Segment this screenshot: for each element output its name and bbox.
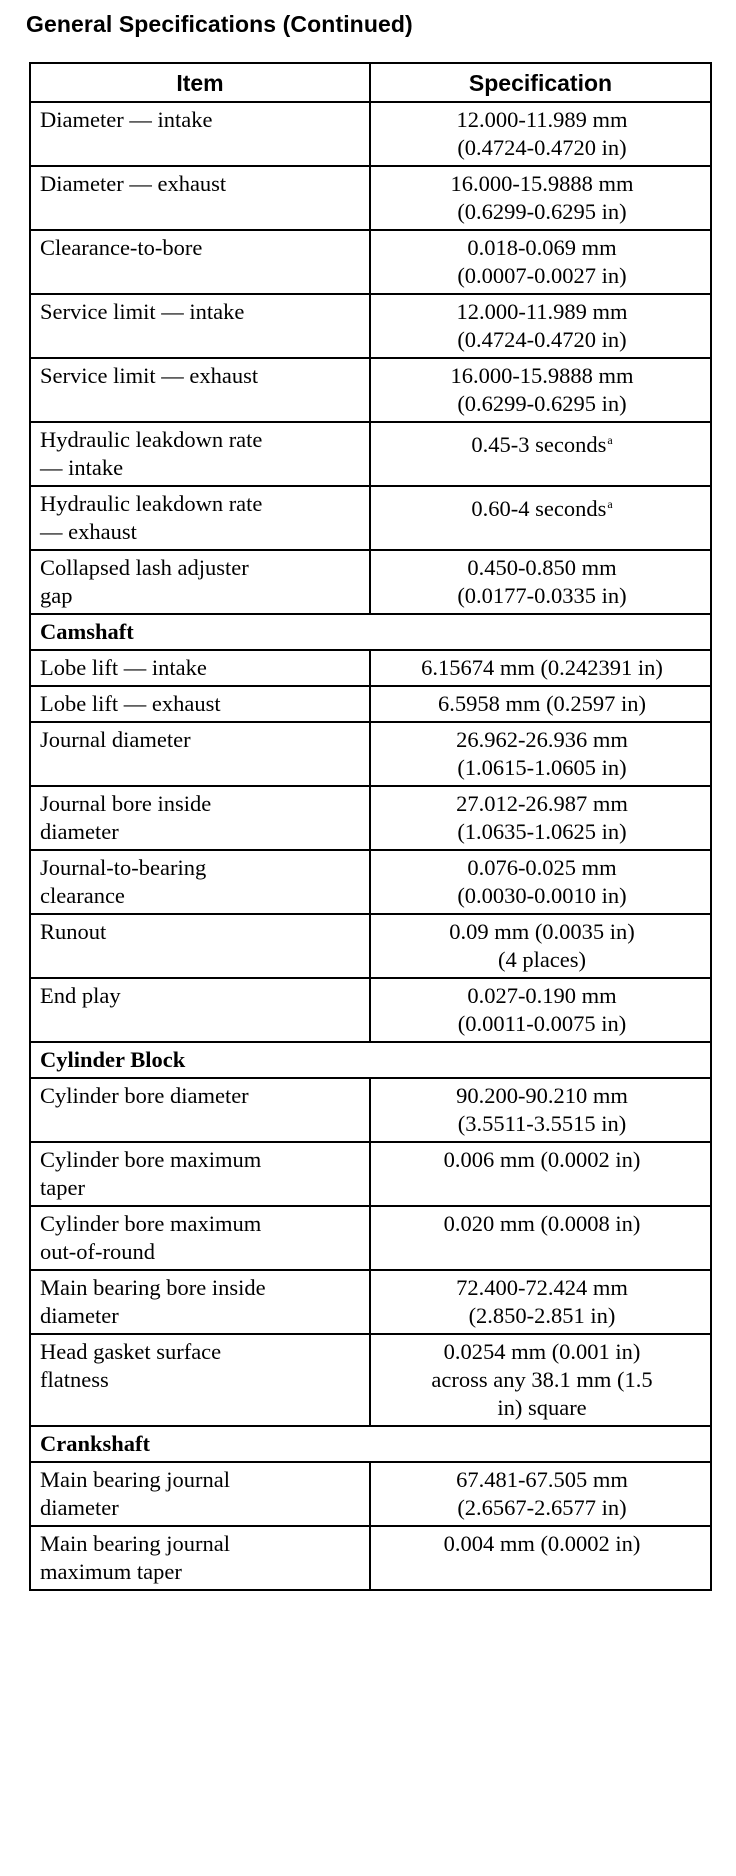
item-text: flatness (40, 1367, 109, 1392)
item-text: Hydraulic leakdown rate (40, 427, 263, 452)
specification-value: 6.15674 mm (0.242391 in) (421, 655, 663, 680)
item-cell (30, 102, 370, 166)
specification-text (380, 1110, 704, 1138)
specification-value: 0.027-0.190 mm (467, 983, 617, 1008)
table-row (30, 686, 711, 722)
item-text: Main bearing journal (40, 1467, 230, 1492)
specification-cell (370, 422, 711, 486)
table-row (30, 850, 711, 914)
specification-cell (370, 1206, 711, 1270)
specification-text (380, 790, 704, 818)
specification-value: (0.0177-0.0335 in) (457, 583, 627, 608)
specification-cell (370, 850, 711, 914)
specification-value: 6.5958 mm (0.2597 in) (437, 691, 647, 716)
specification-value: 67.481-67.505 mm (456, 1467, 628, 1492)
specification-value: 0.450-0.850 mm (467, 555, 617, 580)
specification-text (380, 106, 704, 134)
specification-value: 90.200-90.210 mm (456, 1083, 628, 1108)
specification-value: 27.012-26.987 mm (456, 791, 628, 816)
specification-text (380, 1010, 704, 1038)
table-row (30, 1334, 711, 1426)
item-cell (30, 1078, 370, 1142)
specification-cell (370, 1526, 711, 1590)
table-row (30, 722, 711, 786)
footnote-marker: a (607, 497, 613, 511)
specification-text (380, 1466, 704, 1494)
specification-text (380, 1366, 704, 1394)
specification-value: in) square (497, 1395, 587, 1420)
specification-value: 0.004 mm (0.0002 in) (443, 1531, 641, 1556)
table-row (30, 1206, 711, 1270)
item-text: clearance (40, 883, 125, 908)
specification-text (380, 1210, 704, 1238)
section-heading: Cylinder Block (30, 1042, 711, 1078)
table-row (30, 166, 711, 230)
item-text: gap (40, 583, 73, 608)
item-text: Head gasket surface (40, 1339, 222, 1364)
specification-cell (370, 1078, 711, 1142)
specification-value: 0.006 mm (0.0002 in) (443, 1147, 641, 1172)
table-header-row (30, 63, 711, 102)
item-text: Collapsed lash adjuster (40, 555, 249, 580)
item-cell (30, 850, 370, 914)
item-text: diameter (40, 1303, 119, 1328)
item-cell (30, 230, 370, 294)
table-row (30, 102, 711, 166)
specification-text (380, 298, 704, 326)
table-row (30, 230, 711, 294)
specification-value: 0.018-0.069 mm (467, 235, 617, 260)
item-cell (30, 550, 370, 614)
item-cell (30, 1270, 370, 1334)
specification-cell (370, 914, 711, 978)
specification-text (380, 690, 704, 718)
item-text: Lobe lift — exhaust (40, 691, 221, 716)
item-cell (30, 358, 370, 422)
specification-value: (3.5511-3.5515 in) (457, 1111, 627, 1136)
specification-text (380, 198, 704, 226)
item-cell (30, 294, 370, 358)
specification-value: (0.0011-0.0075 in) (457, 1011, 627, 1036)
table-row (30, 914, 711, 978)
specification-value: across any 38.1 mm (1.5 (431, 1367, 653, 1392)
specifications-table (29, 62, 712, 1591)
specification-value: 0.0254 mm (0.001 in) (443, 1339, 641, 1364)
item-text: Main bearing bore inside (40, 1275, 266, 1300)
item-cell (30, 686, 370, 722)
specification-cell (370, 786, 711, 850)
specification-value: 16.000-15.9888 mm (450, 171, 634, 196)
item-cell (30, 722, 370, 786)
specification-value: (4 places) (497, 947, 587, 972)
item-text: taper (40, 1175, 85, 1200)
item-cell (30, 422, 370, 486)
specification-cell (370, 650, 711, 686)
specification-value: 72.400-72.424 mm (456, 1275, 628, 1300)
item-cell (30, 1526, 370, 1590)
table-row (30, 1078, 711, 1142)
specification-text (380, 1494, 704, 1522)
item-text: Hydraulic leakdown rate (40, 491, 263, 516)
specification-text (380, 1146, 704, 1174)
table-row (30, 486, 711, 550)
specification-text (380, 234, 704, 262)
footnote-marker: a (607, 433, 613, 447)
specification-cell (370, 1334, 711, 1426)
specification-text (380, 882, 704, 910)
item-text: Cylinder bore diameter (40, 1083, 249, 1108)
item-text: out-of-round (40, 1239, 155, 1264)
specification-value: 0.60-4 seconds (471, 496, 607, 521)
table-row (30, 358, 711, 422)
column-header-specification: Specification (370, 63, 711, 102)
table-row (30, 422, 711, 486)
item-text: Service limit — intake (40, 299, 245, 324)
specification-value: 0.020 mm (0.0008 in) (443, 1211, 641, 1236)
specification-cell (370, 722, 711, 786)
specification-value: (0.0030-0.0010 in) (457, 883, 627, 908)
specification-text (380, 818, 704, 846)
specification-text (380, 426, 704, 459)
page-title: General Specifications (Continued) (26, 11, 413, 37)
item-text: Journal bore inside (40, 791, 212, 816)
specification-value: 12.000-11.989 mm (456, 107, 628, 132)
specification-value: 16.000-15.9888 mm (450, 363, 634, 388)
table-row (30, 1270, 711, 1334)
item-text: Main bearing journal (40, 1531, 230, 1556)
specification-cell (370, 550, 711, 614)
item-cell (30, 914, 370, 978)
specification-text (380, 326, 704, 354)
specification-text (380, 554, 704, 582)
item-text: — exhaust (40, 519, 137, 544)
item-text: Cylinder bore maximum (40, 1147, 262, 1172)
specification-cell (370, 1142, 711, 1206)
specification-value: (0.6299-0.6295 in) (457, 391, 627, 416)
item-text: — intake (40, 455, 124, 480)
item-text: End play (40, 983, 121, 1008)
specification-text (380, 1394, 704, 1422)
item-text: diameter (40, 1495, 119, 1520)
item-cell (30, 1206, 370, 1270)
specification-value: 12.000-11.989 mm (456, 299, 628, 324)
section-row (30, 614, 711, 650)
item-text: Runout (40, 919, 107, 944)
item-cell (30, 1462, 370, 1526)
specification-text (380, 262, 704, 290)
item-text: maximum taper (40, 1559, 182, 1584)
specification-value: (0.6299-0.6295 in) (457, 199, 627, 224)
specification-text (380, 726, 704, 754)
specification-value: (0.4724-0.4720 in) (457, 327, 627, 352)
section-heading: Crankshaft (30, 1426, 711, 1462)
table-row (30, 978, 711, 1042)
section-heading: Camshaft (30, 614, 711, 650)
specification-text (380, 170, 704, 198)
table-row (30, 1526, 711, 1590)
specification-value: (2.850-2.851 in) (468, 1303, 616, 1328)
section-row (30, 1042, 711, 1078)
specification-text (380, 1082, 704, 1110)
specification-text (380, 946, 704, 974)
specification-text (380, 1530, 704, 1558)
item-text: Service limit — exhaust (40, 363, 259, 388)
specification-value: (2.6567-2.6577 in) (457, 1495, 627, 1520)
specification-value: (1.0635-1.0625 in) (457, 819, 627, 844)
specification-cell (370, 102, 711, 166)
specification-text (380, 390, 704, 418)
table-row (30, 550, 711, 614)
item-text: Cylinder bore maximum (40, 1211, 262, 1236)
specification-text (380, 1338, 704, 1366)
specification-value: (1.0615-1.0605 in) (457, 755, 627, 780)
specification-text (380, 654, 704, 682)
specification-text (380, 582, 704, 610)
specification-cell (370, 358, 711, 422)
item-text: Clearance-to-bore (40, 235, 203, 260)
table-row (30, 650, 711, 686)
specification-value: 0.45-3 seconds (471, 432, 607, 457)
specification-text (380, 362, 704, 390)
item-cell (30, 978, 370, 1042)
specification-cell (370, 230, 711, 294)
section-row (30, 1426, 711, 1462)
specification-value: (0.4724-0.4720 in) (457, 135, 627, 160)
item-cell (30, 486, 370, 550)
specification-value: 0.076-0.025 mm (467, 855, 617, 880)
item-text: Diameter — exhaust (40, 171, 227, 196)
specification-text (380, 918, 704, 946)
item-text: Journal diameter (40, 727, 191, 752)
item-cell (30, 650, 370, 686)
specification-cell (370, 486, 711, 550)
specification-cell (370, 978, 711, 1042)
specification-text (380, 1274, 704, 1302)
item-text: Journal-to-bearing (40, 855, 207, 880)
specification-text (380, 854, 704, 882)
specification-cell (370, 294, 711, 358)
specification-cell (370, 686, 711, 722)
item-text: Diameter — intake (40, 107, 213, 132)
specification-cell (370, 1462, 711, 1526)
item-cell (30, 166, 370, 230)
specification-text (380, 754, 704, 782)
specification-value: (0.0007-0.0027 in) (457, 263, 627, 288)
item-text: Lobe lift — intake (40, 655, 207, 680)
specification-cell (370, 1270, 711, 1334)
column-header-item: Item (30, 63, 370, 102)
item-cell (30, 1334, 370, 1426)
table-row (30, 1462, 711, 1526)
specification-text (380, 134, 704, 162)
table-body (30, 102, 711, 1590)
item-cell (30, 1142, 370, 1206)
table-row (30, 1142, 711, 1206)
specification-text (380, 1302, 704, 1330)
item-cell (30, 786, 370, 850)
specification-text (380, 982, 704, 1010)
specification-value: 26.962-26.936 mm (456, 727, 628, 752)
table-row (30, 786, 711, 850)
specification-value: 0.09 mm (0.0035 in) (449, 919, 635, 944)
table-row (30, 294, 711, 358)
specification-cell (370, 166, 711, 230)
item-text: diameter (40, 819, 119, 844)
specification-text (380, 490, 704, 523)
